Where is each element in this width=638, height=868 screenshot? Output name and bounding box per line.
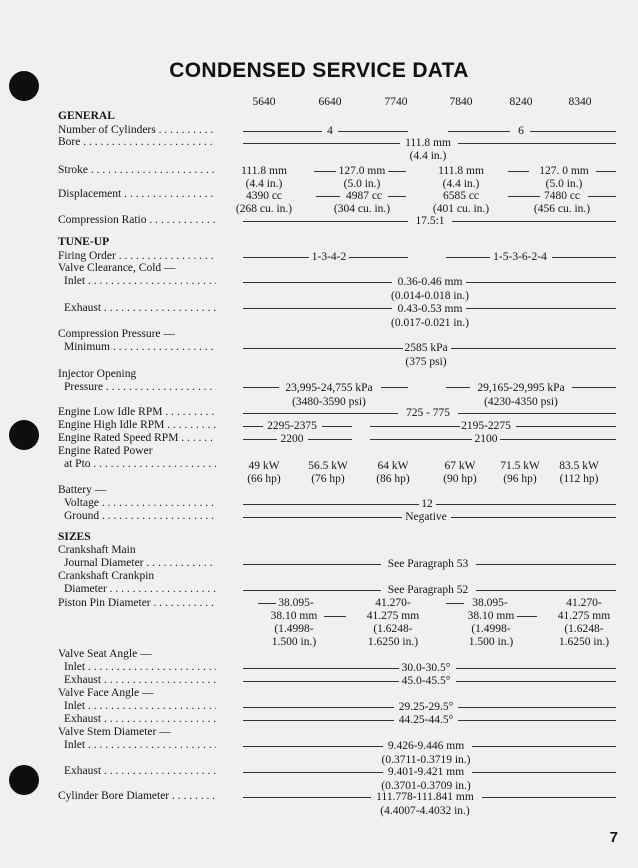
value-seat-exhaust: 45.0-45.5° bbox=[401, 675, 451, 687]
model-7840: 7840 bbox=[449, 96, 473, 108]
value-journal-diameter: See Paragraph 53 bbox=[387, 558, 469, 570]
value-stroke-c-in: (4.4 in.) bbox=[442, 178, 480, 190]
span-line bbox=[456, 668, 616, 669]
label-stroke: Stroke . . . bbox=[58, 164, 216, 176]
value-stem-inlet: 9.426-9.446 mm bbox=[387, 740, 465, 752]
value-pin-d1: 41.270- bbox=[566, 597, 602, 609]
value-injector-a: 23,995-24,755 kPa bbox=[285, 382, 373, 394]
span-line bbox=[508, 196, 540, 197]
label-engine-rated-speed-rpm: Engine Rated Speed RPM . . . bbox=[58, 432, 216, 444]
value-cylinder-bore: 111.778-111.841 mm bbox=[376, 791, 474, 803]
value-pin-b2: 41.275 mm bbox=[366, 610, 420, 622]
value-stroke-b-in: (5.0 in.) bbox=[343, 178, 381, 190]
value-power-kw-7740: 64 kW bbox=[377, 460, 409, 472]
value-disp-c-in: (401 cu. in.) bbox=[432, 203, 490, 215]
label-crankshaft-main: Crankshaft Main bbox=[58, 544, 136, 556]
label-crankpin-diameter: Diameter . . . bbox=[64, 583, 216, 595]
span-line bbox=[243, 308, 392, 309]
span-line bbox=[243, 681, 399, 682]
span-line bbox=[517, 616, 537, 617]
value-disp-c: 6585 cc bbox=[442, 190, 480, 202]
value-inlet: 0.36-0.46 mm bbox=[397, 276, 463, 288]
value-disp-d-in: (456 cu. in.) bbox=[533, 203, 591, 215]
label-displacement: Displacement . . . bbox=[58, 188, 216, 200]
value-compression-ratio: 17.5:1 bbox=[415, 215, 445, 227]
label-battery: Battery — bbox=[58, 484, 107, 496]
value-stroke-d: 127. 0 mm bbox=[539, 165, 589, 177]
value-stem-exhaust-in: (0.3701-0.3709 in.) bbox=[381, 780, 471, 792]
value-comp-pressure: 2585 kPa bbox=[404, 342, 448, 354]
span-line bbox=[243, 720, 394, 721]
model-8240: 8240 bbox=[509, 96, 533, 108]
value-pin-a2: 38.10 mm bbox=[270, 610, 318, 622]
span-line bbox=[388, 171, 406, 172]
binder-hole bbox=[9, 765, 39, 795]
label-compression-pressure: Compression Pressure — bbox=[58, 328, 175, 340]
span-line bbox=[243, 131, 322, 132]
span-line bbox=[388, 196, 406, 197]
label-exhaust: Exhaust . . . bbox=[64, 302, 216, 314]
value-disp-b-in: (304 cu. in.) bbox=[333, 203, 391, 215]
value-exhaust: 0.43-0.53 mm bbox=[397, 303, 463, 315]
value-high-idle-a: 2295-2375 bbox=[267, 420, 317, 432]
span-line bbox=[243, 504, 419, 505]
span-line bbox=[500, 439, 616, 440]
span-line bbox=[451, 517, 616, 518]
value-seat-inlet: 30.0-30.5° bbox=[401, 662, 451, 674]
value-cylinders-4: 4 bbox=[327, 125, 333, 137]
span-line bbox=[243, 590, 381, 591]
value-power-kw-5640: 49 kW bbox=[248, 460, 280, 472]
value-power-hp-6640: (76 hp) bbox=[311, 473, 345, 485]
value-disp-a-in: (268 cu. in.) bbox=[235, 203, 293, 215]
label-firing-order: Firing Order . . . bbox=[58, 250, 216, 262]
span-line bbox=[243, 426, 263, 427]
value-pin-a4: 1.500 in.) bbox=[271, 636, 317, 648]
value-power-hp-8340: (112 hp) bbox=[559, 473, 599, 485]
span-line bbox=[258, 603, 276, 604]
span-line bbox=[308, 439, 352, 440]
label-compression-ratio: Compression Ratio . . . bbox=[58, 214, 216, 226]
span-line bbox=[243, 257, 309, 258]
span-line bbox=[552, 257, 616, 258]
value-pin-a1: 38.095- bbox=[278, 597, 314, 609]
value-pin-c4: 1.500 in.) bbox=[468, 636, 514, 648]
span-line bbox=[243, 772, 383, 773]
value-power-hp-7840: (90 hp) bbox=[443, 473, 477, 485]
value-rated-speed-a: 2200 bbox=[280, 433, 304, 445]
span-line bbox=[458, 143, 616, 144]
label-pressure: Pressure . . . bbox=[64, 381, 216, 393]
value-firing-a: 1-3-4-2 bbox=[311, 251, 347, 263]
label-face-inlet: Inlet . . . bbox=[64, 700, 216, 712]
label-piston-pin-diameter: Piston Pin Diameter . . . bbox=[58, 597, 216, 609]
value-pin-b1: 41.270- bbox=[375, 597, 411, 609]
span-line bbox=[243, 564, 381, 565]
model-7740: 7740 bbox=[384, 96, 408, 108]
value-power-kw-8340: 83.5 kW bbox=[559, 460, 599, 472]
value-bore: 111.8 mm bbox=[405, 137, 451, 149]
page-title: CONDENSED SERVICE DATA bbox=[169, 59, 469, 82]
label-valve-face-angle: Valve Face Angle — bbox=[58, 687, 154, 699]
value-pin-b4: 1.6250 in.) bbox=[367, 636, 419, 648]
span-line bbox=[381, 387, 408, 388]
value-power-hp-5640: (66 hp) bbox=[247, 473, 281, 485]
value-pin-d2: 41.275 mm bbox=[557, 610, 611, 622]
span-line bbox=[446, 603, 464, 604]
value-power-kw-8240: 71.5 kW bbox=[500, 460, 540, 472]
value-cylinders-6: 6 bbox=[518, 125, 524, 137]
value-power-kw-7840: 67 kW bbox=[444, 460, 476, 472]
span-line bbox=[446, 387, 470, 388]
model-8340: 8340 bbox=[568, 96, 592, 108]
value-voltage: 12 bbox=[421, 498, 433, 510]
label-at-pto: at Pto . . . bbox=[64, 458, 216, 470]
section-general: GENERAL bbox=[58, 110, 115, 122]
value-stroke-b: 127.0 mm bbox=[338, 165, 386, 177]
span-line bbox=[476, 564, 616, 565]
span-line bbox=[596, 171, 616, 172]
value-injector-b: 29,165-29,995 kPa bbox=[477, 382, 565, 394]
span-line bbox=[243, 413, 398, 414]
span-line bbox=[588, 196, 616, 197]
span-line bbox=[466, 282, 616, 283]
label-cylinder-bore-diameter: Cylinder Bore Diameter . . . bbox=[58, 790, 216, 802]
span-line bbox=[324, 616, 346, 617]
label-engine-low-idle-rpm: Engine Low Idle RPM . . . bbox=[58, 406, 216, 418]
model-5640: 5640 bbox=[252, 96, 276, 108]
span-line bbox=[243, 746, 383, 747]
span-line bbox=[448, 131, 510, 132]
span-line bbox=[243, 707, 394, 708]
span-line bbox=[476, 590, 616, 591]
span-line bbox=[458, 413, 616, 414]
section-sizes: SIZES bbox=[58, 531, 91, 543]
value-power-hp-8240: (96 hp) bbox=[503, 473, 537, 485]
section-tune-up: TUNE-UP bbox=[58, 236, 110, 248]
value-pin-d3: (1.6248- bbox=[564, 623, 604, 635]
span-line bbox=[508, 171, 529, 172]
value-injector-a-psi: (3480-3590 psi) bbox=[292, 396, 366, 408]
span-line bbox=[572, 387, 616, 388]
label-voltage: Voltage . . . bbox=[64, 497, 216, 509]
span-line bbox=[472, 772, 616, 773]
value-pin-d4: 1.6250 in.) bbox=[558, 636, 610, 648]
value-stem-exhaust: 9.401-9.421 mm bbox=[387, 766, 465, 778]
value-comp-pressure-psi: (375 psi) bbox=[405, 356, 447, 368]
label-seat-exhaust: Exhaust . . . bbox=[64, 674, 216, 686]
binder-hole bbox=[9, 420, 39, 450]
span-line bbox=[446, 257, 490, 258]
value-bore-in: (4.4 in.) bbox=[409, 150, 447, 162]
label-injector-opening: Injector Opening bbox=[58, 368, 137, 380]
value-pin-a3: (1.4998- bbox=[274, 623, 314, 635]
value-pin-c3: (1.4998- bbox=[471, 623, 511, 635]
span-line bbox=[452, 221, 616, 222]
span-line bbox=[316, 196, 340, 197]
label-crankshaft-crankpin: Crankshaft Crankpin bbox=[58, 570, 155, 582]
label-valve-stem-diameter: Valve Stem Diameter — bbox=[58, 726, 171, 738]
span-line bbox=[243, 668, 399, 669]
value-pin-c2: 38.10 mm bbox=[467, 610, 515, 622]
span-line bbox=[349, 257, 408, 258]
value-stem-inlet-in: (0.3711-0.3719 in.) bbox=[381, 754, 471, 766]
span-line bbox=[458, 707, 616, 708]
value-pin-c1: 38.095- bbox=[472, 597, 508, 609]
span-line bbox=[338, 131, 408, 132]
label-engine-high-idle-rpm: Engine High Idle RPM . . . bbox=[58, 419, 216, 431]
span-line bbox=[516, 426, 616, 427]
value-rated-speed-b: 2100 bbox=[474, 433, 498, 445]
span-line bbox=[243, 517, 402, 518]
value-disp-a: 4390 cc bbox=[245, 190, 283, 202]
value-low-idle: 725 - 775 bbox=[405, 407, 451, 419]
span-line bbox=[370, 426, 460, 427]
label-stem-exhaust: Exhaust . . . bbox=[64, 765, 216, 777]
value-face-inlet: 29.25-29.5° bbox=[398, 701, 454, 713]
value-face-exhaust: 44.25-44.5° bbox=[398, 714, 454, 726]
label-stem-inlet: Inlet . . . bbox=[64, 739, 216, 751]
value-inlet-in: (0.014-0.018 in.) bbox=[391, 290, 469, 302]
value-pin-b3: (1.6248- bbox=[373, 623, 413, 635]
value-crankpin-diameter: See Paragraph 52 bbox=[387, 584, 469, 596]
label-seat-inlet: Inlet . . . bbox=[64, 661, 216, 673]
value-firing-b: 1-5-3-6-2-4 bbox=[493, 251, 547, 263]
span-line bbox=[243, 797, 371, 798]
label-engine-rated-power: Engine Rated Power bbox=[58, 445, 153, 457]
value-power-hp-7740: (86 hp) bbox=[376, 473, 410, 485]
span-line bbox=[451, 348, 616, 349]
span-line bbox=[370, 439, 472, 440]
label-bore: Bore . . . bbox=[58, 136, 216, 148]
value-injector-b-psi: (4230-4350 psi) bbox=[484, 396, 558, 408]
value-disp-b: 4987 cc bbox=[345, 190, 383, 202]
span-line bbox=[472, 746, 616, 747]
value-cylinder-bore-in: (4.4007-4.4032 in.) bbox=[380, 805, 470, 817]
label-journal-diameter: Journal Diameter . . . bbox=[64, 557, 216, 569]
span-line bbox=[243, 143, 400, 144]
label-number-of-cylinders: Number of Cylinders . . . bbox=[58, 124, 216, 136]
span-line bbox=[243, 387, 279, 388]
value-stroke-a: 111.8 mm bbox=[241, 165, 287, 177]
model-6640: 6640 bbox=[318, 96, 342, 108]
span-line bbox=[530, 131, 616, 132]
label-valve-clearance: Valve Clearance, Cold — bbox=[58, 262, 176, 274]
span-line bbox=[243, 221, 408, 222]
label-inlet: Inlet . . . bbox=[64, 275, 216, 287]
span-line bbox=[466, 308, 616, 309]
value-exhaust-in: (0.017-0.021 in.) bbox=[391, 317, 469, 329]
span-line bbox=[243, 348, 403, 349]
label-ground: Ground . . . bbox=[64, 510, 216, 522]
span-line bbox=[243, 439, 277, 440]
span-line bbox=[243, 282, 392, 283]
value-stroke-a-in: (4.4 in.) bbox=[245, 178, 283, 190]
value-power-kw-6640: 56.5 kW bbox=[308, 460, 348, 472]
label-face-exhaust: Exhaust . . . bbox=[64, 713, 216, 725]
value-ground: Negative bbox=[405, 511, 447, 523]
value-stroke-d-in: (5.0 in.) bbox=[545, 178, 583, 190]
span-line bbox=[456, 681, 616, 682]
span-line bbox=[458, 720, 616, 721]
label-valve-seat-angle: Valve Seat Angle — bbox=[58, 648, 152, 660]
value-high-idle-b: 2195-2275 bbox=[461, 420, 511, 432]
span-line bbox=[314, 171, 336, 172]
span-line bbox=[322, 426, 352, 427]
label-minimum: Minimum . . . bbox=[64, 341, 216, 353]
page-number: 7 bbox=[609, 829, 618, 846]
value-stroke-c: 111.8 mm bbox=[438, 165, 484, 177]
span-line bbox=[436, 504, 616, 505]
span-line bbox=[482, 797, 616, 798]
value-disp-d: 7480 cc bbox=[543, 190, 581, 202]
